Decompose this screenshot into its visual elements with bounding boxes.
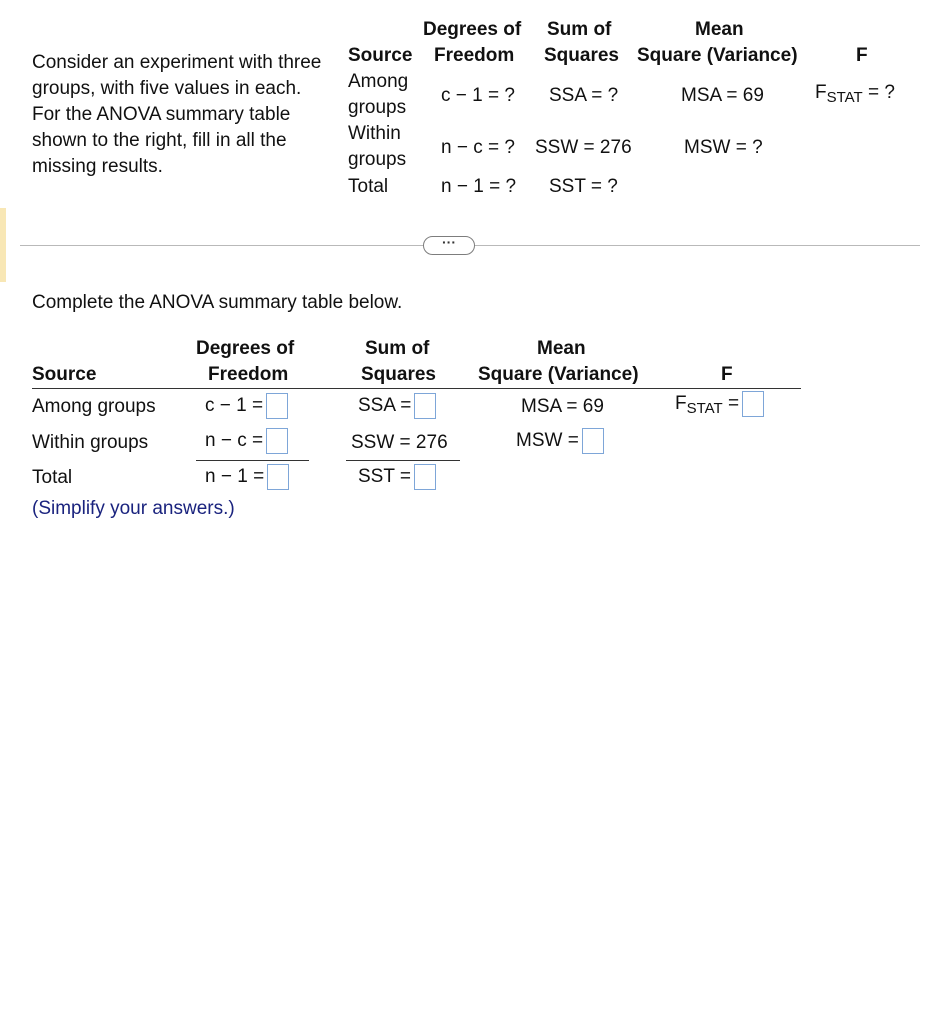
given-row-among-df: c − 1 = ?	[441, 85, 515, 106]
sst-input[interactable]	[414, 464, 436, 490]
answer-row-within-df: n − c =	[205, 428, 288, 454]
answer-row-among-source: Among groups	[32, 396, 156, 417]
given-row-total-ss: SST = ?	[549, 176, 618, 197]
given-header-ss-top: Sum of	[547, 19, 612, 40]
given-header-df-bottom: Freedom	[434, 45, 515, 66]
ssa-input[interactable]	[414, 393, 436, 419]
more-options-button[interactable]: ···	[423, 236, 475, 255]
given-row-among-source-bottom: groups	[348, 97, 407, 118]
answer-row-within-source: Within groups	[32, 432, 149, 453]
given-row-total-source: Total	[348, 176, 389, 197]
answer-row-among-f: $F_{STAT}$ =	[675, 391, 764, 422]
answer-header-ss-top: Sum of	[365, 338, 430, 359]
answer-row-total-source: Total	[32, 467, 73, 488]
header-rule	[32, 388, 801, 389]
answer-header-f: F	[721, 364, 733, 385]
given-header-source: Source	[348, 45, 413, 66]
answer-row-within-ms: MSW =	[516, 428, 604, 454]
given-row-among-ss: SSA = ?	[549, 85, 619, 106]
fstat-input[interactable]	[742, 391, 764, 417]
answer-header-source: Source	[32, 364, 97, 385]
given-row-among-ms: MSA = 69	[681, 85, 764, 106]
ss-total-rule	[346, 460, 460, 461]
among-df-input[interactable]	[266, 393, 288, 419]
given-row-within-source-top: Within	[348, 123, 401, 144]
answer-header-ms-bottom: Square (Variance)	[478, 364, 639, 385]
instruction-text: Complete the ANOVA summary table below.	[32, 292, 403, 313]
given-row-within-source-bottom: groups	[348, 149, 407, 170]
msw-input[interactable]	[582, 428, 604, 454]
given-header-df-top: Degrees of	[423, 19, 522, 40]
within-df-input[interactable]	[266, 428, 288, 454]
given-row-among-source-top: Among	[348, 71, 409, 92]
given-row-within-ss: SSW = 276	[535, 137, 632, 158]
answer-header-df-bottom: Freedom	[208, 364, 289, 385]
given-header-ms-bottom: Square (Variance)	[637, 45, 798, 66]
answer-row-total-ss: SST =	[358, 464, 436, 490]
given-row-within-ms: MSW = ?	[684, 137, 763, 158]
answer-row-within-ss: SSW = 276	[351, 432, 448, 453]
given-header-ss-bottom: Squares	[544, 45, 619, 66]
simplify-hint: (Simplify your answers.)	[32, 498, 235, 519]
given-row-total-df: n − 1 = ?	[441, 176, 517, 197]
answer-row-among-ms: MSA = 69	[521, 396, 604, 417]
given-header-ms-top: Mean	[695, 19, 744, 40]
answer-header-df-top: Degrees of	[196, 338, 295, 359]
problem-statement: Consider an experiment with three groups, with five values in each. For the ANOVA summary table shown to the right, fill in all the missing results.	[32, 52, 322, 177]
df-total-rule	[196, 460, 309, 461]
given-header-f: F	[856, 45, 868, 66]
answer-header-ss-bottom: Squares	[361, 364, 436, 385]
answer-header-ms-top: Mean	[537, 338, 586, 359]
total-df-input[interactable]	[267, 464, 289, 490]
answer-row-among-df: c − 1 =	[205, 393, 288, 419]
given-row-within-df: n − c = ?	[441, 137, 515, 158]
left-accent-bar	[0, 208, 6, 282]
answer-row-among-ss: SSA =	[358, 393, 436, 419]
given-row-among-f: $F_{STAT}$ = ?	[815, 82, 895, 106]
answer-row-total-df: n − 1 =	[205, 464, 289, 490]
